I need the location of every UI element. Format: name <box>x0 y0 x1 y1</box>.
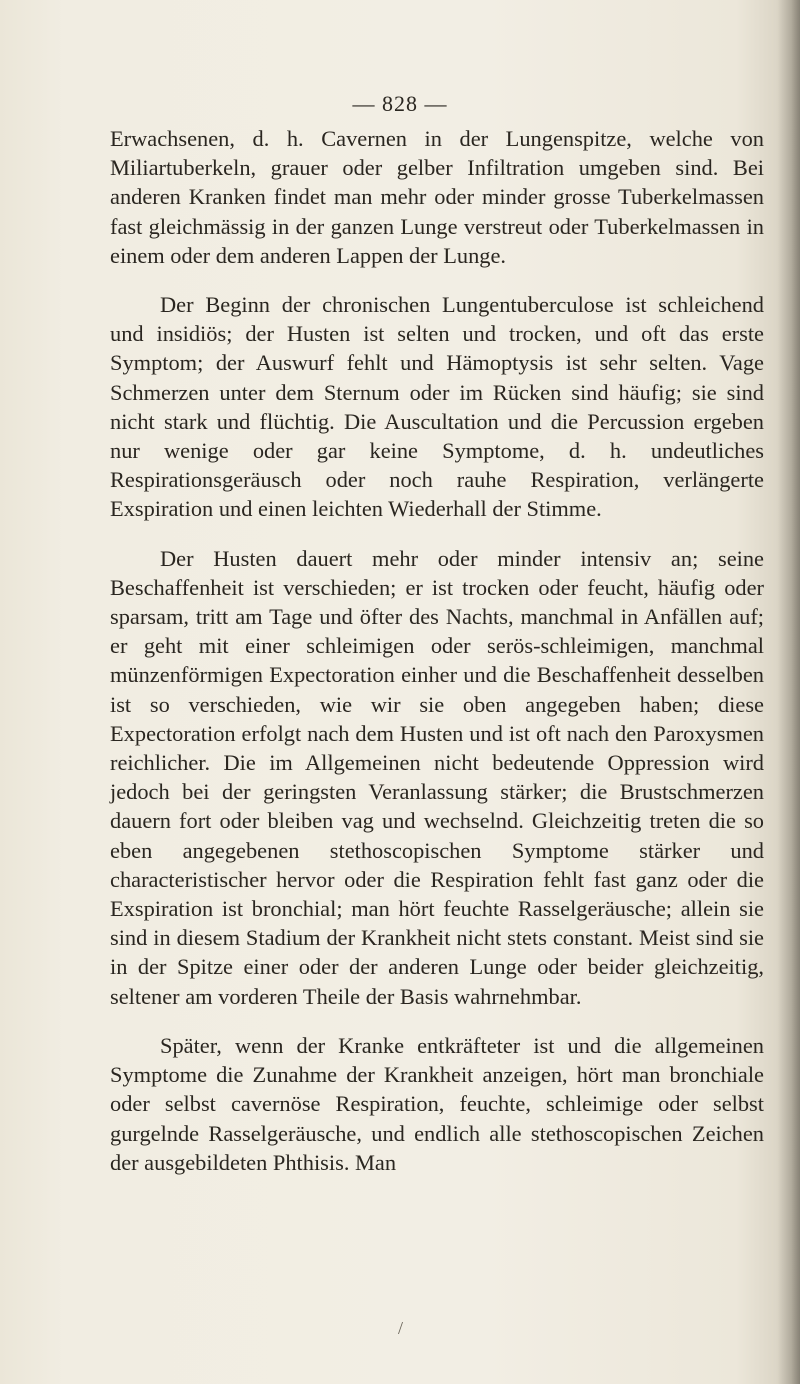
page-number: — 828 — <box>352 91 448 116</box>
paragraph-2: Der Beginn der chronischen Lungentuberculose ist schleichend und insidiös; der Husten ist selten und trocken, und oft das erste Symptom; der Auswurf fehlt und Hämoptysis ist sehr selten. Vage Schmerzen unter dem Sternum oder im Rücken sind häufig; sie sind nicht stark und flüchtig. Die Auscultation und die Percussion ergeben nur wenige oder gar keine Symptome, d. h. undeutliches Respirationsgeräusch oder noch rauhe Respiration, verlängerte Exspiration und einen leichten Wiederhall der Stimme. <box>110 292 764 522</box>
body-text <box>110 124 764 1177</box>
paragraph-3: Der Husten dauert mehr oder minder intensiv an; seine Beschaffenheit ist verschieden; er ist trocken oder feucht, häufig oder sparsam, tritt am Tage und öfter des Nachts, manchmal in Anfällen auf; er geht mit einer schleimigen oder serös-schleimigen, manchmal münzenförmigen Expectoration einher und die Beschaffenheit desselben ist so verschieden, wie wir sie oben angegeben haben; diese Expectoration erfolgt nach dem Husten und ist oft nach den Paroxysmen reichlicher. Die im Allgemeinen nicht bedeutende Oppression wird jedoch bei der geringsten Veranlassung stärker; die Brustschmerzen dauern fort oder bleiben vag und wechselnd. Gleichzeitig treten die so eben angegebenen stethoscopischen Symptome stärker und characteristischer hervor oder die Respiration fehlt fast ganz oder die Exspiration ist bronchial; man hört feuchte Rasselgeräusche; allein sie sind in diesem Stadium der Krankheit nicht stets constant. Meist sind sie in der Spitze einer oder der anderen Lunge oder beider gleichzeitig, seltener am vorderen Theile der Basis wahrnehmbar. <box>110 545 764 1009</box>
page-edge-shadow <box>778 0 800 1384</box>
pencil-mark-icon: / <box>398 1318 404 1338</box>
paragraph-1: Erwachsenen, d. h. Cavernen in der Lungenspitze, welche von Miliartuberkeln, grauer oder gelber Infiltration umgeben sind. Bei anderen Kranken findet man mehr oder minder grosse Tuberkelmassen fast gleichmässig in der ganzen Lunge verstreut oder Tuberkelmassen in einem oder dem anderen Lappen der Lunge. <box>110 126 764 268</box>
paragraph-4: Später, wenn der Kranke entkräfteter ist und die allgemeinen Symptome die Zunahme der Krankheit anzeigen, hört man bronchiale oder selbst cavernöse Respiration, feuchte, schleimige oder selbst gurgelnde Rasselgeräusche, und endlich alle stethoscopischen Zeichen der ausgebildeten Phthisis. Man <box>110 1032 764 1175</box>
